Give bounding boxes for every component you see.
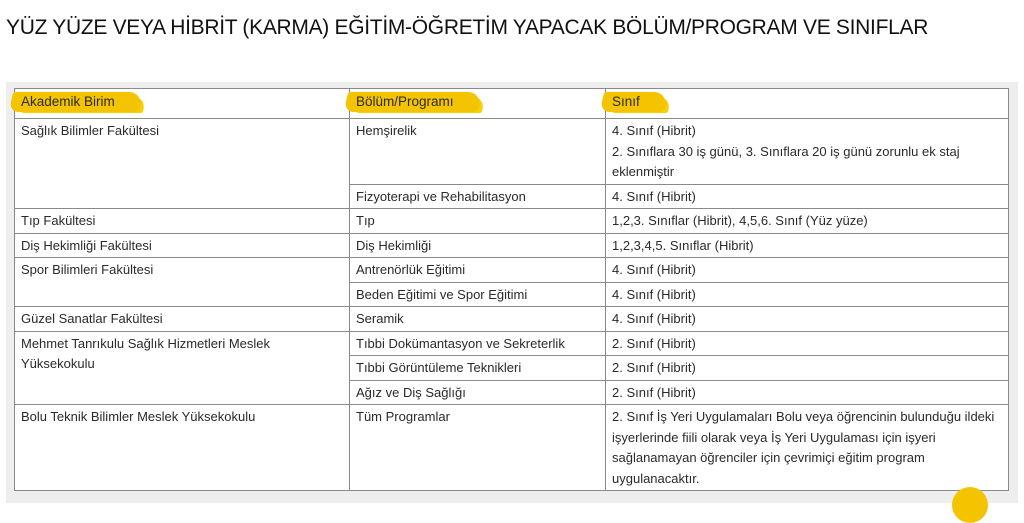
- table-row: [15, 119, 1009, 185]
- cell-program: Diş Hekimliği: [350, 233, 606, 258]
- cell-class: 2. Sınıf İş Yeri Uygulamaları Bolu veya öğrencinin bulunduğu ildeki işyerlerinde fiili olarak veya İş Yeri Uygulaması için işyeri sağlanamayan öğrenciler için çevrimiçi eğitim program uygulanacaktır.: [606, 405, 1009, 491]
- table-row: [15, 331, 1009, 356]
- table-row: [15, 258, 1009, 283]
- cell-unit: Mehmet Tanrıkulu Sağlık Hizmetleri Meslek Yüksekokulu: [15, 331, 350, 405]
- table-panel: [6, 82, 1018, 503]
- cell-program: Tıbbi Görüntüleme Teknikleri: [350, 356, 606, 381]
- table-row: [15, 405, 1009, 491]
- cell-class: 2. Sınıf (Hibrit): [606, 331, 1009, 356]
- cell-program: Tıbbi Dokümantasyon ve Sekreterlik: [350, 331, 606, 356]
- cell-unit: Bolu Teknik Bilimler Meslek Yüksekokulu: [15, 405, 350, 491]
- cell-class: 2. Sınıf (Hibrit): [606, 356, 1009, 381]
- page-title: YÜZ YÜZE VEYA HİBRİT (KARMA) EĞİTİM-ÖĞRETİM YAPACAK BÖLÜM/PROGRAM VE SINIFLAR: [6, 16, 929, 39]
- cell-unit: Güzel Sanatlar Fakültesi: [15, 307, 350, 332]
- corner-decoration: [952, 487, 988, 523]
- header-class: Sınıf: [606, 89, 1009, 119]
- cell-unit: Sağlık Bilimler Fakültesi: [15, 119, 350, 209]
- table-row: [15, 233, 1009, 258]
- header-academic-unit: Akademik Birim: [15, 89, 350, 119]
- cell-unit: Tıp Fakültesi: [15, 209, 350, 234]
- cell-program: Antrenörlük Eğitimi: [350, 258, 606, 283]
- cell-class: [606, 119, 1009, 185]
- cell-class: 4. Sınıf (Hibrit): [606, 184, 1009, 209]
- cell-unit: Spor Bilimleri Fakültesi: [15, 258, 350, 307]
- cell-program: Fizyoterapi ve Rehabilitasyon: [350, 184, 606, 209]
- cell-class: 4. Sınıf (Hibrit): [606, 258, 1009, 283]
- table-header-row: [15, 89, 1009, 119]
- cell-class: 1,2,3,4,5. Sınıflar (Hibrit): [606, 233, 1009, 258]
- class-line: 4. Sınıf (Hibrit): [612, 123, 696, 138]
- cell-class: 4. Sınıf (Hibrit): [606, 282, 1009, 307]
- cell-program: Seramik: [350, 307, 606, 332]
- program-table: [14, 88, 1009, 491]
- cell-unit: Diş Hekimliği Fakültesi: [15, 233, 350, 258]
- cell-class: 4. Sınıf (Hibrit): [606, 307, 1009, 332]
- cell-class: 1,2,3. Sınıflar (Hibrit), 4,5,6. Sınıf (Yüz yüze): [606, 209, 1009, 234]
- table-row: [15, 307, 1009, 332]
- table-row: [15, 209, 1009, 234]
- class-note: 2. Sınıflara 30 iş günü, 3. Sınıflara 20 iş günü zorunlu ek staj eklenmiştir: [612, 143, 960, 179]
- cell-class: 2. Sınıf (Hibrit): [606, 380, 1009, 405]
- cell-program: Tıp: [350, 209, 606, 234]
- header-department-program: Bölüm/Programı: [350, 89, 606, 119]
- cell-program: Ağız ve Diş Sağlığı: [350, 380, 606, 405]
- cell-program: Tüm Programlar: [350, 405, 606, 491]
- cell-program: Beden Eğitimi ve Spor Eğitimi: [350, 282, 606, 307]
- cell-program: Hemşirelik: [350, 119, 606, 185]
